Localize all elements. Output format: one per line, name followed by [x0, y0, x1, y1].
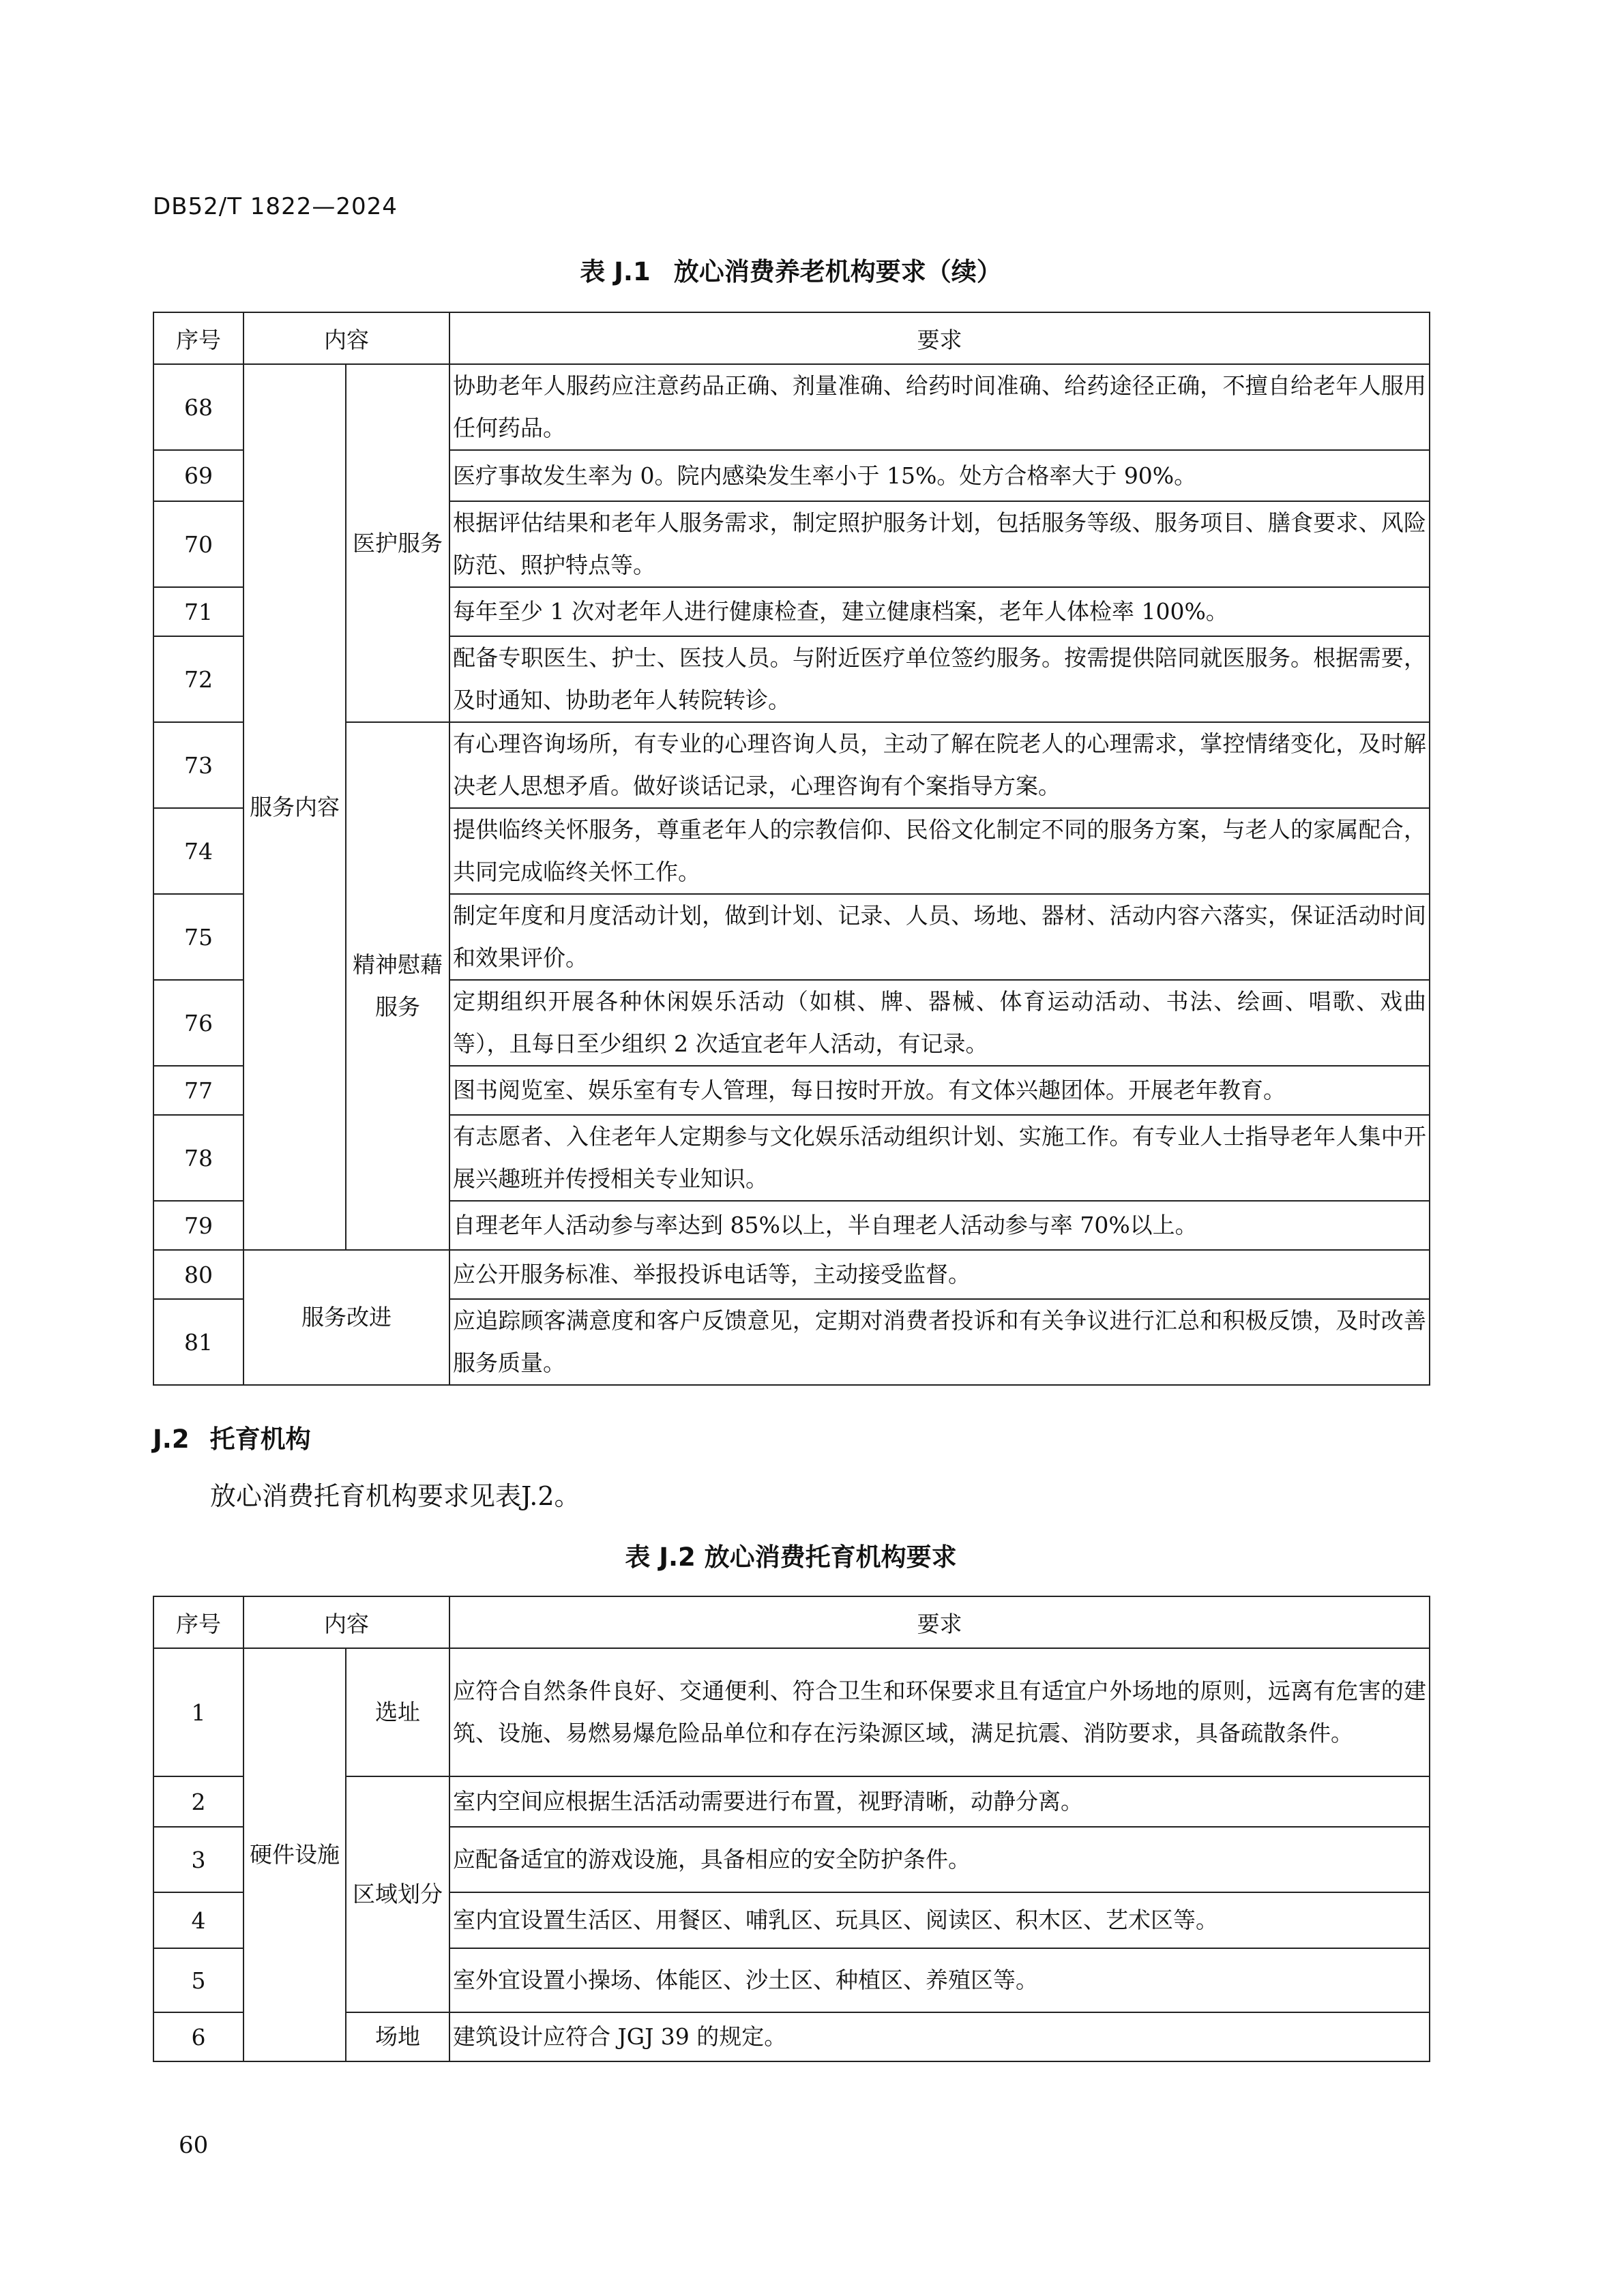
- subcategory-spiritual-comfort: [346, 722, 449, 1250]
- header-content: 内容: [243, 1596, 449, 1648]
- subcategory-site-selection: 选址: [346, 1648, 449, 1776]
- requirement-text: 应追踪顾客满意度和客户反馈意见，定期对消费者投诉和有关争议进行汇总和积极反馈，及时改善服务质量。: [449, 1299, 1430, 1385]
- table-j1-label: 表 J.1: [580, 257, 651, 286]
- category-service-improvement: 服务改进: [243, 1250, 449, 1385]
- category-service-content: 服务内容: [243, 364, 346, 1250]
- requirement-text: 医疗事故发生率为 0。院内感染发生率小于 15%。处方合格率大于 90%。: [449, 450, 1430, 501]
- header-requirement: 要求: [449, 312, 1430, 364]
- requirement-text: 有心理咨询场所，有专业的心理咨询人员，主动了解在院老人的心理需求，掌控情绪变化，及时解决老人思想矛盾。做好谈话记录，心理咨询有个案指导方案。: [449, 722, 1430, 808]
- row-number: 6: [153, 2012, 243, 2061]
- section-heading: [153, 1418, 311, 1455]
- requirement-text: 协助老年人服药应注意药品正确、剂量准确、给药时间准确、给药途径正确，不擅自给老年人服用任何药品。: [449, 364, 1430, 450]
- row-number: 72: [153, 636, 243, 722]
- header-no: 序号: [153, 312, 243, 364]
- requirement-text: 提供临终关怀服务，尊重老年人的宗教信仰、民俗文化制定不同的服务方案，与老人的家属配合，共同完成临终关怀工作。: [449, 808, 1430, 894]
- section-number: J.2: [153, 1425, 190, 1454]
- header-content: 内容: [243, 312, 449, 364]
- table-j1: [153, 312, 1430, 1386]
- section-intro: 放心消费托育机构要求见表J.2。: [210, 1481, 580, 1511]
- row-number: 70: [153, 501, 243, 587]
- row-number: 1: [153, 1648, 243, 1776]
- table-row: [153, 1648, 1430, 1776]
- requirement-text: 室内宜设置生活区、用餐区、哺乳区、玩具区、阅读区、积木区、艺术区等。: [449, 1892, 1430, 1948]
- row-number: 76: [153, 980, 243, 1066]
- requirement-text: 室外宜设置小操场、体能区、沙土区、种植区、养殖区等。: [449, 1948, 1430, 2012]
- category-hardware-facilities: 硬件设施: [243, 1648, 346, 2061]
- requirement-text: 定期组织开展各种休闲娱乐活动（如棋、牌、器械、体育运动活动、书法、绘画、唱歌、戏曲等），且每日至少组织 2 次适宜老年人活动，有记录。: [449, 980, 1430, 1066]
- row-number: 74: [153, 808, 243, 894]
- requirement-text: 每年至少 1 次对老年人进行健康检查，建立健康档案，老年人体检率 100%。: [449, 587, 1430, 636]
- requirement-text: 有志愿者、入住老年人定期参与文化娱乐活动组织计划、实施工作。有专业人士指导老年人集中开展兴趣班并传授相关专业知识。: [449, 1115, 1430, 1201]
- table-header-row: [153, 312, 1430, 364]
- subcategory-zoning: 区域划分: [346, 1776, 449, 2012]
- section-title: 托育机构: [209, 1425, 311, 1454]
- table-row: [153, 1250, 1430, 1299]
- row-number: 4: [153, 1892, 243, 1948]
- row-number: 77: [153, 1066, 243, 1115]
- row-number: 2: [153, 1776, 243, 1827]
- requirement-text: 制定年度和月度活动计划，做到计划、记录、人员、场地、器材、活动内容六落实，保证活动时间和效果评价。: [449, 894, 1430, 980]
- row-number: 69: [153, 450, 243, 501]
- requirement-text: 应配备适宜的游戏设施，具备相应的安全防护条件。: [449, 1827, 1430, 1892]
- requirement-text: 室内空间应根据生活活动需要进行布置，视野清晰，动静分离。: [449, 1776, 1430, 1827]
- row-number: 68: [153, 364, 243, 450]
- requirement-text: 配备专职医生、护士、医技人员。与附近医疗单位签约服务。按需提供陪同就医服务。根据需要，及时通知、协助老年人转院转诊。: [449, 636, 1430, 722]
- requirement-text: 自理老年人活动参与率达到 85%以上，半自理老人活动参与率 70%以上。: [449, 1201, 1430, 1250]
- row-number: 79: [153, 1201, 243, 1250]
- requirement-text: 建筑设计应符合 JGJ 39 的规定。: [449, 2012, 1430, 2061]
- table-j1-caption: [153, 251, 1429, 288]
- subcategory-medical-care: 医护服务: [346, 364, 449, 722]
- row-number: 75: [153, 894, 243, 980]
- row-number: 71: [153, 587, 243, 636]
- document-code: DB52/T 1822—2024: [153, 193, 398, 220]
- header-requirement: 要求: [449, 1596, 1430, 1648]
- header-no: 序号: [153, 1596, 243, 1648]
- subcategory-label-line2: 服务: [375, 994, 420, 1020]
- page-number: 60: [179, 2132, 209, 2159]
- row-number: 5: [153, 1948, 243, 2012]
- subcategory-venue: 场地: [346, 2012, 449, 2061]
- table-j1-title: 放心消费养老机构要求（续）: [673, 257, 1002, 286]
- subcategory-label-line1: 精神慰藉: [353, 951, 443, 978]
- table-header-row: [153, 1596, 1430, 1648]
- row-number: 78: [153, 1115, 243, 1201]
- requirement-text: 图书阅览室、娱乐室有专人管理，每日按时开放。有文体兴趣团体。开展老年教育。: [449, 1066, 1430, 1115]
- table-row: [153, 364, 1430, 450]
- requirement-text: 应符合自然条件良好、交通便利、符合卫生和环保要求且有适宜户外场地的原则，远离有危害的建筑、设施、易燃易爆危险品单位和存在污染源区域，满足抗震、消防要求，具备疏散条件。: [449, 1648, 1430, 1776]
- row-number: 81: [153, 1299, 243, 1385]
- requirement-text: 应公开服务标准、举报投诉电话等，主动接受监督。: [449, 1250, 1430, 1299]
- row-number: 3: [153, 1827, 243, 1892]
- row-number: 80: [153, 1250, 243, 1299]
- requirement-text: 根据评估结果和老年人服务需求，制定照护服务计划，包括服务等级、服务项目、膳食要求、风险防范、照护特点等。: [449, 501, 1430, 587]
- row-number: 73: [153, 722, 243, 808]
- table-j2: [153, 1596, 1430, 2062]
- table-j2-caption: 表 J.2 放心消费托育机构要求: [625, 1542, 957, 1572]
